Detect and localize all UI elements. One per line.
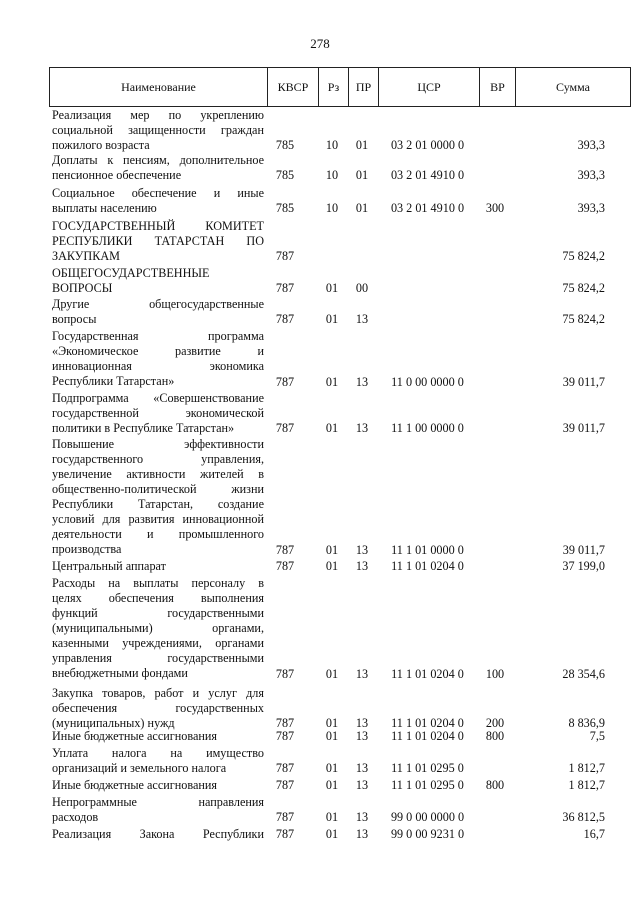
- row-sum: 39 011,7: [562, 374, 605, 389]
- row-pr: 13: [355, 810, 369, 825]
- row-pr: 00: [355, 281, 369, 296]
- row-kvsr: 787: [275, 421, 295, 436]
- row-name: [52, 153, 264, 183]
- row-csr: 03 2 01 4910 0: [390, 168, 465, 183]
- row-csr: 11 0 00 0000 0: [391, 374, 464, 389]
- row-name-line: «Экономическое развитие и: [52, 344, 264, 358]
- row-name-line: Реализация Закона Республики: [52, 827, 264, 841]
- row-pr: 13: [355, 761, 369, 776]
- row-name: [52, 297, 264, 327]
- row-sum: 1 812,7: [568, 778, 605, 792]
- row-name-line: вопросы: [52, 312, 97, 326]
- row-name: [52, 795, 264, 825]
- row-name-line: расходов: [52, 810, 99, 824]
- row-csr: 11 1 01 0204 0: [391, 667, 464, 682]
- header-csr: ЦСР: [378, 68, 479, 106]
- row-pr: 13: [355, 667, 369, 682]
- row-csr: 99 0 00 9231 0: [390, 827, 465, 841]
- header-kvsr: КВСР: [267, 68, 318, 106]
- row-rz: 01: [325, 559, 339, 573]
- row-csr: 11 1 00 0000 0: [391, 421, 464, 436]
- row-kvsr: 787: [275, 559, 295, 573]
- row-pr: 13: [355, 827, 369, 841]
- row-name-line: государственного управления,: [52, 452, 264, 466]
- row-kvsr: 787: [275, 281, 295, 296]
- row-sum: 39 011,7: [562, 421, 605, 436]
- header-pr: ПР: [348, 68, 378, 106]
- row-name-line: казенными учреждениями, органами: [52, 636, 264, 650]
- row-pr: 13: [355, 729, 369, 743]
- row-kvsr: 787: [275, 374, 295, 389]
- row-csr: 11 1 01 0204 0: [391, 729, 464, 743]
- row-rz: 01: [325, 778, 339, 792]
- row-name: [52, 329, 264, 389]
- row-name: [52, 827, 264, 842]
- row-name: [52, 219, 264, 264]
- row-kvsr: 787: [275, 778, 295, 792]
- header-sum: Сумма: [515, 68, 630, 106]
- row-rz: 10: [325, 138, 339, 153]
- row-pr: 01: [355, 138, 369, 153]
- row-name-line: Государственная программа: [52, 329, 264, 343]
- row-name-line: Социальное обеспечение и иные: [52, 186, 264, 200]
- row-name-line: Непрограммные направления: [52, 795, 264, 809]
- row-sum: 75 824,2: [562, 281, 605, 296]
- row-name-line: социальной защищенности граждан: [52, 123, 264, 137]
- row-name-line: Доплаты к пенсиям, дополнительное: [52, 153, 264, 167]
- row-pr: 13: [355, 421, 369, 436]
- row-name-line: целях обеспечения выполнения: [52, 591, 264, 605]
- row-csr: 11 1 01 0204 0: [391, 559, 464, 573]
- row-pr: 01: [355, 168, 369, 183]
- row-sum: 37 199,0: [562, 559, 605, 573]
- row-name-line: (муниципальными) органами,: [52, 621, 264, 635]
- row-name: [52, 576, 264, 681]
- row-name: [52, 266, 264, 296]
- row-vr: 800: [485, 778, 505, 792]
- row-name-line: Расходы на выплаты персоналу в: [52, 576, 264, 590]
- row-kvsr: 787: [275, 249, 295, 264]
- row-name-line: инновационная экономика: [52, 359, 264, 373]
- page-number: 278: [310, 36, 330, 51]
- row-name-line: политики в Республике Татарстан»: [52, 421, 235, 435]
- row-name-line: ЗАКУПКАМ: [52, 249, 120, 263]
- row-rz: 01: [325, 667, 339, 682]
- table-header: [49, 67, 631, 107]
- row-name-line: внебюджетными фондами: [52, 666, 188, 680]
- row-kvsr: 787: [275, 543, 295, 558]
- row-pr: 13: [355, 716, 369, 731]
- row-name-line: РЕСПУБЛИКИ ТАТАРСТАН ПО: [52, 234, 264, 248]
- row-name-line: Другие общегосударственные: [52, 297, 264, 311]
- row-sum: 8 836,9: [568, 716, 605, 731]
- row-name-line: Иные бюджетные ассигнования: [52, 729, 218, 743]
- row-pr: 13: [355, 374, 369, 389]
- row-pr: 13: [355, 543, 369, 558]
- row-name-line: Закупка товаров, работ и услуг для: [52, 686, 264, 700]
- row-rz: 01: [325, 716, 339, 731]
- row-pr: 13: [355, 312, 369, 327]
- row-pr: 13: [355, 559, 369, 573]
- row-name-line: обеспечения государственных: [52, 701, 264, 715]
- row-name: [52, 108, 264, 153]
- row-kvsr: 787: [275, 729, 295, 743]
- row-sum: 393,3: [577, 201, 605, 216]
- row-vr: 100: [485, 667, 505, 682]
- row-name: [52, 746, 264, 776]
- row-name: [52, 437, 264, 557]
- row-name-line: Республики Татарстан, создание: [52, 497, 264, 511]
- row-name-line: ОБЩЕГОСУДАРСТВЕННЫЕ: [52, 266, 210, 280]
- row-kvsr: 785: [275, 138, 295, 153]
- row-rz: 01: [325, 729, 339, 743]
- row-sum: 75 824,2: [562, 249, 605, 264]
- row-kvsr: 787: [275, 312, 295, 327]
- row-csr: 11 1 01 0000 0: [391, 543, 464, 558]
- row-rz: 01: [325, 543, 339, 558]
- row-sum: 1 812,7: [568, 761, 605, 776]
- row-vr: 200: [485, 716, 505, 731]
- row-csr: 11 1 01 0295 0: [391, 778, 464, 792]
- row-name-line: ГОСУДАРСТВЕННЫЙ КОМИТЕТ: [52, 219, 264, 233]
- row-rz: 01: [325, 761, 339, 776]
- row-name-line: условий для развития инновационной: [52, 512, 264, 526]
- row-kvsr: 787: [275, 761, 295, 776]
- row-name: [52, 559, 264, 574]
- row-name-line: Реализация мер по укреплению: [52, 108, 264, 122]
- row-name-line: пенсионное обеспечение: [52, 168, 182, 182]
- row-name-line: государственной экономической: [52, 406, 264, 420]
- row-sum: 7,5: [589, 729, 605, 743]
- row-sum: 28 354,6: [562, 667, 605, 682]
- row-csr: 11 1 01 0295 0: [391, 761, 464, 776]
- row-name: [52, 391, 264, 436]
- row-name-line: (муниципальных) нужд: [52, 716, 175, 730]
- row-kvsr: 787: [275, 827, 295, 841]
- row-csr: 99 0 00 0000 0: [390, 810, 465, 825]
- row-sum: 393,3: [577, 168, 605, 183]
- row-name-line: Подпрограмма «Совершенствование: [52, 391, 264, 405]
- row-kvsr: 785: [275, 168, 295, 183]
- row-name: [52, 778, 264, 793]
- header-vr: ВР: [479, 68, 515, 106]
- row-name: [52, 729, 264, 744]
- row-sum: 16,7: [583, 827, 605, 841]
- row-name-line: увеличение активности жителей в: [52, 467, 264, 481]
- row-vr: 300: [485, 201, 505, 216]
- row-name: [52, 686, 264, 731]
- row-name-line: Иные бюджетные ассигнования: [52, 778, 218, 792]
- row-rz: 01: [325, 421, 339, 436]
- row-vr: 800: [485, 729, 505, 743]
- row-name-line: Повышение эффективности: [52, 437, 264, 451]
- row-name-line: организаций и земельного налога: [52, 761, 227, 775]
- row-rz: 01: [325, 312, 339, 327]
- row-csr: 03 2 01 4910 0: [390, 201, 465, 216]
- row-sum: 39 011,7: [562, 543, 605, 558]
- row-rz: 10: [325, 168, 339, 183]
- header-name: Наименование: [121, 79, 196, 94]
- row-kvsr: 785: [275, 201, 295, 216]
- row-sum: 393,3: [577, 138, 605, 153]
- row-name-line: производства: [52, 542, 122, 556]
- row-pr: 01: [355, 201, 369, 216]
- row-kvsr: 787: [275, 810, 295, 825]
- row-name-line: пожилого возраста: [52, 138, 150, 152]
- row-name-line: ВОПРОСЫ: [52, 281, 113, 295]
- row-rz: 01: [325, 810, 339, 825]
- row-name-line: Уплата налога на имущество: [52, 746, 264, 760]
- row-sum: 36 812,5: [562, 810, 605, 825]
- row-name: [52, 186, 264, 216]
- row-name-line: управления государственными: [52, 651, 264, 665]
- row-name-line: общественно-политической жизни: [52, 482, 264, 496]
- row-sum: 75 824,2: [562, 312, 605, 327]
- row-csr: 11 1 01 0204 0: [391, 716, 464, 731]
- row-name-line: функций государственными: [52, 606, 264, 620]
- row-name-line: деятельности и промышленного: [52, 527, 264, 541]
- header-rz: Рз: [318, 68, 348, 106]
- row-name-line: выплаты населению: [52, 201, 157, 215]
- row-rz: 10: [325, 201, 339, 216]
- row-pr: 13: [355, 778, 369, 792]
- row-csr: 03 2 01 0000 0: [390, 138, 465, 153]
- row-kvsr: 787: [275, 716, 295, 731]
- row-name-line: Центральный аппарат: [52, 559, 166, 573]
- row-kvsr: 787: [275, 667, 295, 682]
- row-rz: 01: [325, 827, 339, 841]
- row-rz: 01: [325, 281, 339, 296]
- row-rz: 01: [325, 374, 339, 389]
- row-name-line: Республики Татарстан»: [52, 374, 175, 388]
